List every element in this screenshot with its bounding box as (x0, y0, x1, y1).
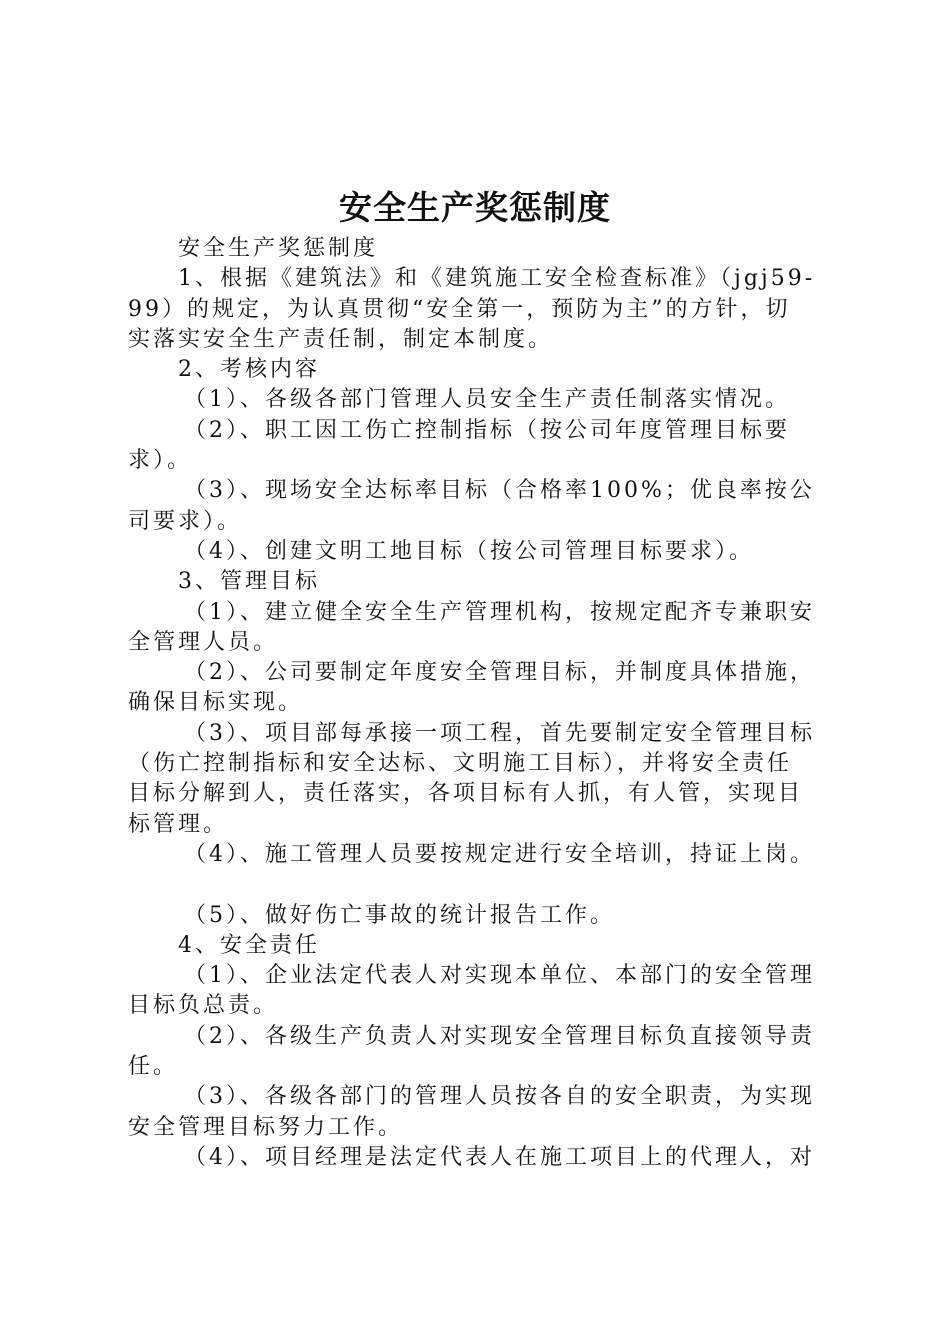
paragraph-line: （4）、项目经理是法定代表人在施工项目上的代理人，对 (184, 1144, 815, 1170)
paragraph-line: 全管理人员。 (128, 629, 279, 655)
paragraph-line: （2）、职工因工伤亡控制指标（按公司年度管理目标要 (184, 417, 790, 443)
paragraph-line: （5）、做好伤亡事故的统计报告工作。 (184, 902, 615, 928)
blank-line (128, 870, 833, 900)
paragraph-line: 3、管理目标 (178, 569, 320, 595)
paragraph-line: （1）、建立健全安全生产管理机构，按规定配齐专兼职安 (184, 599, 815, 625)
paragraph-line: 确保目标实现。 (128, 690, 304, 716)
paragraph-line: 4、安全责任 (178, 932, 320, 958)
paragraph-line: 2、考核内容 (178, 357, 320, 383)
paragraph-line: 1、根据《建筑法》和《建筑施工安全检查标准》（jgj59- (178, 266, 816, 292)
paragraph-line: （4）、施工管理人员要按规定进行安全培训，持证上岗。 (184, 841, 815, 867)
paragraph-line: 实落实安全生产责任制，制定本制度。 (128, 326, 554, 352)
paragraph-line: 求）。 (128, 448, 193, 474)
paragraph-line: 司要求）。 (128, 508, 243, 534)
paragraph-line: （伤亡控制指标和安全达标、文明施工目标），并将安全责任 (128, 751, 793, 777)
paragraph-line: （2）、公司要制定年度安全管理目标，并制度具体措施， (184, 660, 815, 686)
paragraph-line: （4）、创建文明工地目标（按公司管理目标要求）。 (184, 538, 754, 564)
paragraph-line: 标管理。 (128, 811, 229, 837)
document-title: 安全生产奖惩制度 (339, 188, 611, 227)
paragraph-line: 目标负总责。 (128, 993, 279, 1019)
document-body (128, 234, 833, 1173)
paragraph-line: （3）、现场安全达标率目标（合格率100%；优良率按公 (184, 478, 815, 504)
paragraph-line: （3）、项目部每承接一项工程，首先要制定安全管理目标 (184, 720, 815, 746)
paragraph-line: 目标分解到人，责任落实，各项目标有人抓，有人管，实现目 (128, 781, 804, 807)
paragraph-line: （1）、各级各部门管理人员安全生产责任制落实情况。 (184, 387, 790, 413)
paragraph-line: （2）、各级生产负责人对实现安全管理目标负直接领导责 (184, 1023, 815, 1049)
paragraph-line: 99）的规定，为认真贯彻“安全第一，预防为主”的方针，切 (128, 296, 791, 322)
paragraph-line: 任。 (128, 1054, 179, 1080)
paragraph-line: 安全生产奖惩制度 (178, 236, 379, 261)
paragraph-line: （3）、各级各部门的管理人员按各自的安全职责，为实现 (184, 1084, 815, 1110)
paragraph-line: 安全管理目标努力工作。 (128, 1114, 404, 1140)
paragraph-line: （1）、企业法定代表人对实现本单位、本部门的安全管理 (184, 963, 815, 989)
